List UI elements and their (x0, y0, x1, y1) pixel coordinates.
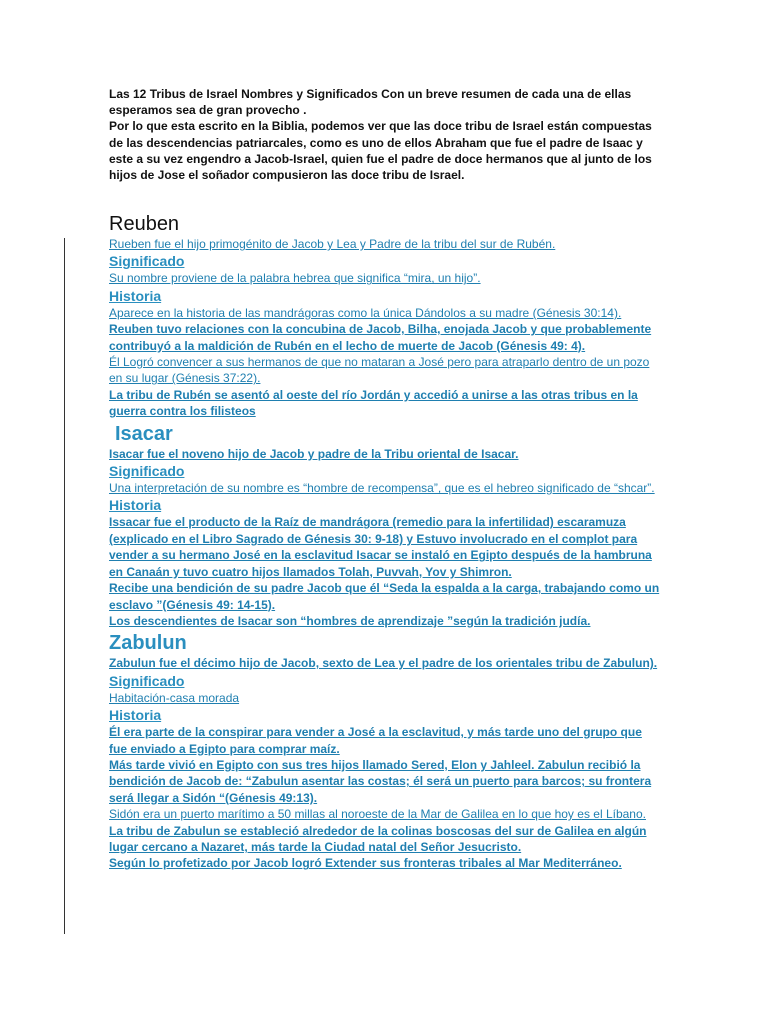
reuben-historia-item[interactable]: Reuben tuvo relaciones con la concubina de Jacob, Bilha, enojada Jacob y que probablemente contribuyó a la maldición de Rubén en el lecho de muerte de Jacob (Génesis 49: 4). (109, 322, 652, 353)
zabulun-significado-heading[interactable]: Significado (109, 672, 185, 689)
reuben-historia-item[interactable]: Aparece en la historia de las mandrágoras como la única Dándolos a su madre (Génesis 30:14). (109, 305, 622, 320)
zabulun-historia-item[interactable]: Él era parte de la conspirar para vender a José a la esclavitud, y más tarde uno del grupo que fue enviado a Egipto para comprar maíz. (109, 725, 642, 756)
zabulun-historia-item[interactable]: Más tarde vivió en Egipto con sus tres hijos llamado Sered, Elon y Jahleel. Zabulun recibió la bendición de Jacob de: “Zabulun asentar las costas; él será un puerto para barcos; su frontera será llegar a Sidón “(Génesis 49:13). (109, 757, 652, 805)
heading-reuben: Reuben (109, 213, 180, 235)
isacar-significado-heading[interactable]: Significado (109, 463, 185, 480)
intro-paragraph: Por lo que esta escrito en la Biblia, podemos ver que las doce tribu de Israel están compuestas de las descendencias patriarcales, como es uno de ellos Abraham que fue el padre de Isaac y este a su vez engendro a Jacob-Israel, quien fue el padre de doce hermanos que al junto de los hijos de Jose el soñador compusieron las doce tribu de Israel. (109, 119, 652, 183)
isacar-significado[interactable]: Una interpretación de su nombre es “hombre de recompensa”, que es el hebreo significado de “shcar”. (109, 481, 655, 496)
zabulun-summary[interactable]: Zabulun fue el décimo hijo de Jacob, sexto de Lea y el padre de los orientales tribu de Zabulun). (109, 656, 658, 671)
zabulun-historia-item[interactable]: Según lo profetizado por Jacob logró Extender sus fronteras tribales al Mar Mediterráneo. (109, 856, 622, 871)
intro-section (109, 86, 659, 183)
margin-line (64, 238, 65, 934)
tribes-content (109, 212, 661, 872)
zabulun-historia-heading[interactable]: Historia (109, 707, 162, 724)
reuben-historia-heading[interactable]: Historia (109, 287, 162, 304)
isacar-summary[interactable]: Isacar fue el noveno hijo de Jacob y padre de la Tribu oriental de Isacar. (109, 446, 519, 461)
isacar-historia-heading[interactable]: Historia (109, 497, 162, 514)
isacar-historia-item[interactable]: Recibe una bendición de su padre Jacob que él “Seda la espalda a la carga, trabajando como un esclavo ”(Génesis 49: 14-15). (109, 581, 660, 612)
zabulun-significado[interactable]: Habitación-casa morada (109, 690, 240, 705)
isacar-historia-item[interactable]: Issacar fue el producto de la Raíz de mandrágora (remedio para la infertilidad) escaramuza (explicado en el Libro Sagrado de Génesis 30: 9-18) y Estuvo involucrado en el complot para vender a su hermano José en la esclavitud Isacar se instaló en Egipto después de la hambruna en Canaán y tuvo cuatro hijos llamados Tolah, Puvvah, Yov y Shimron. (109, 515, 652, 579)
reuben-historia-item[interactable]: Él Logró convencer a sus hermanos de que no mataran a José pero para atraparlo dentro de un pozo en su lugar (Génesis 37:22). (109, 355, 650, 386)
isacar-historia-item[interactable]: Los descendientes de Isacar son “hombres de aprendizaje ”según la tradición judía. (109, 613, 591, 628)
intro-title: Las 12 Tribus de Israel Nombres y Significados Con un breve resumen de cada una de ellas esperamos sea de gran provecho . (109, 87, 632, 118)
heading-isacar: Isacar (115, 422, 173, 445)
heading-zabulun: Zabulun (109, 632, 187, 655)
zabulun-historia-item[interactable]: La tribu de Zabulun se estableció alrededor de la colinas boscosas del sur de Galilea en algún lugar cercano a Nazaret, más tarde la Ciudad natal del Señor Jesucristo. (109, 823, 647, 854)
reuben-significado[interactable]: Su nombre proviene de la palabra hebrea que significa “mira, un hijo”. (109, 271, 481, 286)
zabulun-historia-item[interactable]: Sidón era un puerto marítimo a 50 millas al noroeste de la Mar de Galilea en lo que hoy es el Líbano. (109, 807, 646, 822)
reuben-historia-item[interactable]: La tribu de Rubén se asentó al oeste del río Jordán y accedió a unirse a las otras tribus en la guerra contra los filisteos (109, 387, 638, 419)
reuben-significado-heading[interactable]: Significado (109, 253, 185, 270)
reuben-summary[interactable]: Rueben fue el hijo primogénito de Jacob y Lea y Padre de la tribu del sur de Rubén. (109, 237, 556, 251)
